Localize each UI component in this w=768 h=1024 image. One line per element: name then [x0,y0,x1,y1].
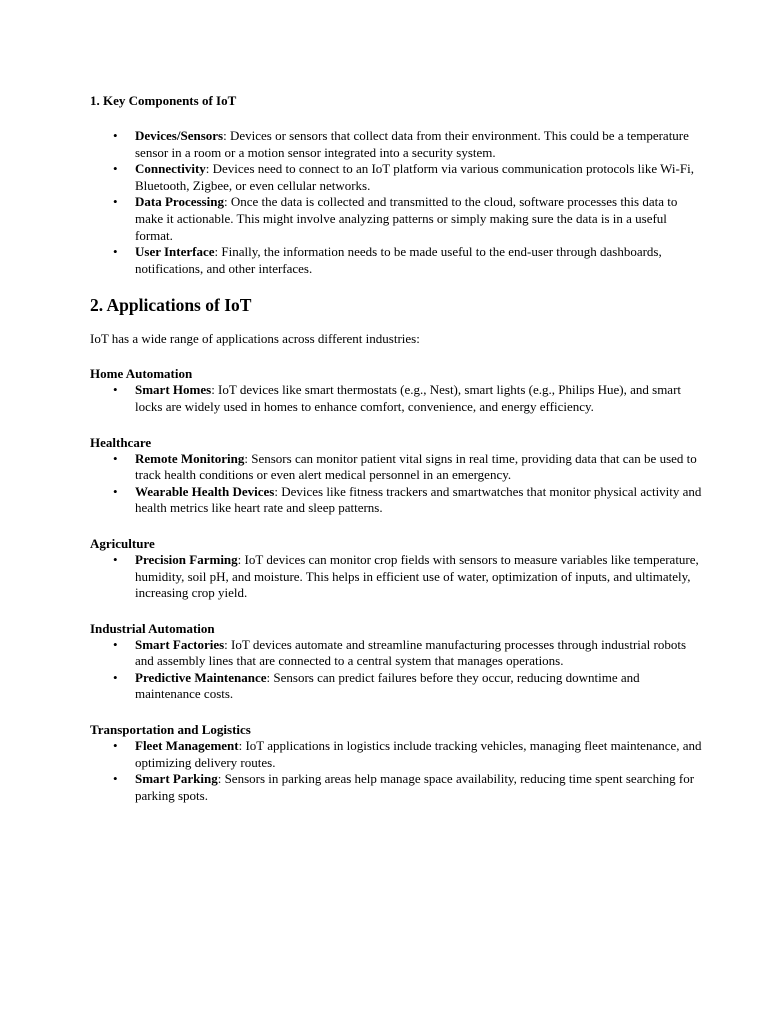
list-item-term: Smart Parking [135,771,218,787]
list-item-text: : IoT devices automate and streamline manufacturing processes through industrial robots and assembly lines that are connected to a central system that manages operations. [135,636,687,669]
bullet-icon: • [113,483,118,499]
list-item-text: : IoT devices like smart thermostats (e.g., Nest), smart lights (e.g., Philips Hue), and smart locks are widely used in homes to enhance comfort, convenience, and energy efficiency. [135,382,682,414]
bullet-icon: • [113,771,118,787]
subheading-home-automation: Home Automation [90,366,193,382]
healthcare-list [90,451,708,517]
list-item-text: : Sensors in parking areas help manage space availability, reducing time spent searching for parking spots. [135,771,695,803]
list-item-text: : Devices need to connect to an IoT platform via various communication protocols like Wi-Fi, Bluetooth, Zigbee, or even cellular networks. [135,161,694,193]
agriculture-list [90,552,708,602]
list-item [90,194,708,244]
section-heading-key-components: 1. Key Components of IoT [90,93,237,108]
list-item-term: User Interface [135,244,215,260]
list-item [90,670,708,703]
list-item [90,771,708,804]
subheading-industrial-automation: Industrial Automation [90,620,215,636]
list-item-text: : Devices or sensors that collect data from their environment. This could be a temperature sensor in a room or a motion sensor integrated into a security system. [135,128,689,160]
bullet-icon: • [113,161,118,177]
list-item-term: Fleet Management [135,738,239,754]
bullet-icon: • [113,450,118,466]
subheading-healthcare: Healthcare [90,434,152,450]
list-item-term: Connectivity [135,161,206,177]
list-item [90,738,708,771]
section-heading-applications: 2. Applications of IoT [90,295,252,316]
bullet-icon: • [113,551,118,567]
list-item-text: : Finally, the information needs to be made useful to the end-user through dashboards, notifications, and other interfaces. [135,244,662,276]
key-components-list [90,128,708,277]
subheading-agriculture: Agriculture [90,535,155,551]
bullet-icon: • [113,194,118,210]
bullet-icon: • [113,636,118,652]
list-item [90,161,708,194]
list-item-term: Remote Monitoring [135,450,245,466]
list-item [90,637,708,670]
list-item-text: : IoT applications in logistics include tracking vehicles, managing fleet maintenance, and optimizing delivery routes. [135,738,702,770]
list-item-term: Data Processing [135,194,224,210]
bullet-icon: • [113,128,118,143]
list-item-text: : Sensors can monitor patient vital signs in real time, providing data that can be used to track health conditions or even alert medical personnel in an emergency. [135,450,697,483]
home-automation-list [90,382,708,415]
list-item-text: : Devices like fitness trackers and smartwatches that monitor physical activity and health metrics like heart rate and sleep patterns. [135,483,702,516]
list-item [90,244,708,277]
list-item-term: Smart Homes [135,382,212,398]
applications-intro: IoT has a wide range of applications across different industries: [90,331,420,347]
list-item [90,451,708,484]
transportation-logistics-list [90,738,708,804]
list-item-term: Precision Farming [135,551,238,567]
list-item [90,552,708,602]
list-item-term: Smart Factories [135,636,225,652]
list-item-text: : Sensors can predict failures before they occur, reducing downtime and maintenance costs. [135,669,640,702]
list-item-text: : IoT devices can monitor crop fields with sensors to measure variables like temperature, humidity, soil pH, and moisture. This helps in efficient use of water, optimization of inputs, and ultimately, increasing crop yield. [135,551,699,601]
list-item [90,484,708,517]
subheading-transportation-logistics: Transportation and Logistics [90,722,251,738]
list-item-text: : Once the data is collected and transmitted to the cloud, software processes this data to make it actionable. This might involve analyzing patterns or simply making sure the data is in a useful format. [135,194,678,243]
bullet-icon: • [113,669,118,685]
list-item-term: Wearable Health Devices [135,483,275,499]
bullet-icon: • [113,382,118,398]
list-item-term: Predictive Maintenance [135,669,267,685]
bullet-icon: • [113,244,118,260]
list-item-term: Devices/Sensors [135,128,224,143]
list-item [90,128,708,161]
list-item [90,382,708,415]
bullet-icon: • [113,738,118,754]
industrial-automation-list [90,637,708,703]
